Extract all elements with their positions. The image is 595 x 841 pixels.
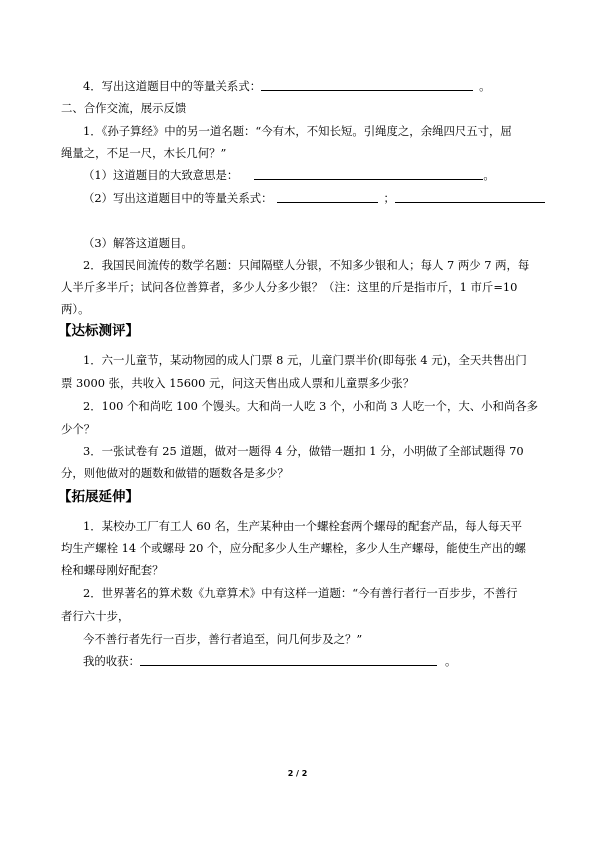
test-q2-line1: 2．100 个和尚吃 100 个馒头。大和尚一人吃 3 个，小和尚 3 人吃一个，大、小和尚各多 [83, 399, 539, 413]
part2-q1-line1: 1．《孙子算经》中的另一道名题：“今有木，不知长短。引绳度之，余绳四尺五寸，屈 [83, 124, 512, 138]
q4-answer-blank[interactable] [261, 79, 473, 91]
part2-q2-line2: 人半斤多半斤；试问各位善算者，多少人分多少银？（注：这里的斤是指市斤，1 市斤=10 [61, 280, 518, 294]
part2-sub1: （1）这道题目的大致意思是： [83, 168, 239, 182]
q4-text: 4．写出这道题目中的等量关系式： [83, 79, 262, 93]
part2-sub3: （3）解答这道题目。 [83, 236, 193, 250]
part2-q1-line2: 绳量之，不足一尺，木长几何？” [61, 146, 227, 160]
part2-sub2-line [83, 191, 545, 205]
section-test-heading: 【达标测评】 [58, 323, 139, 339]
gain-answer-blank[interactable] [140, 654, 437, 666]
page-number: 2 / 2 [287, 769, 308, 778]
sub2-separator: ； [383, 191, 395, 205]
test-q1-line2: 票 3000 张，共收入 15600 元，问这天售出成人票和儿童票多少张？ [61, 376, 415, 390]
gain-line [83, 654, 456, 668]
test-q3-line1: 3．一张试卷有 25 道题，做对一题得 4 分，做错一题扣 1 分，小明做了全部试题得 70 [83, 444, 524, 458]
ext-q1-line3: 栓和螺母刚好配套？ [61, 563, 164, 577]
part2-sub1-line [83, 168, 495, 182]
sub1-answer-blank[interactable] [254, 168, 483, 180]
part2-q2-line3: 两）。 [61, 302, 90, 316]
ext-q2-line2: 者行六十步， [61, 609, 130, 623]
sub1-end: 。 [483, 168, 495, 182]
q4-line [83, 79, 491, 93]
ext-q2-line3: 今不善行者先行一百步，善行者追至，问几何步及之？” [83, 632, 363, 646]
sub2-answer-blank-1[interactable] [277, 191, 378, 203]
test-q3-line2: 分，则他做对的题数和做错的题数各是多少？ [61, 466, 289, 480]
gain-end: 。 [444, 654, 457, 668]
test-q1-line1: 1．六一儿童节，某动物园的成人门票 8 元，儿童门票半价(即每张 4 元)，全天共售出门 [83, 353, 527, 367]
q4-end: 。 [479, 79, 491, 93]
test-q2-line2: 少个？ [61, 422, 96, 436]
part2-sub2: （2）写出这道题目中的等量关系式： [83, 191, 273, 205]
part2-q2-line1: 2．我国民间流传的数学名题：只闻隔壁人分银，不知多少银和人；每人 7 两少 7 两，每 [83, 258, 530, 272]
sub2-answer-blank-2[interactable] [395, 191, 545, 203]
part2-heading: 二、合作交流，展示反馈 [61, 101, 187, 115]
ext-q1-line2: 均生产螺栓 14 个或螺母 20 个，应分配多少人生产螺栓，多少人生产螺母，能使生产出的螺 [61, 541, 526, 555]
section-ext-heading: 【拓展延伸】 [58, 489, 139, 505]
ext-q1-line1: 1．某校办工厂有工人 60 名，生产某种由一个螺栓套两个螺母的配套产品，每人每天平 [83, 519, 523, 533]
ext-q2-line1: 2．世界著名的算术数《九章算术》中有这样一道题：“今有善行者行一百步步，不善行 [83, 586, 518, 600]
gain-label: 我的收获： [83, 654, 140, 668]
